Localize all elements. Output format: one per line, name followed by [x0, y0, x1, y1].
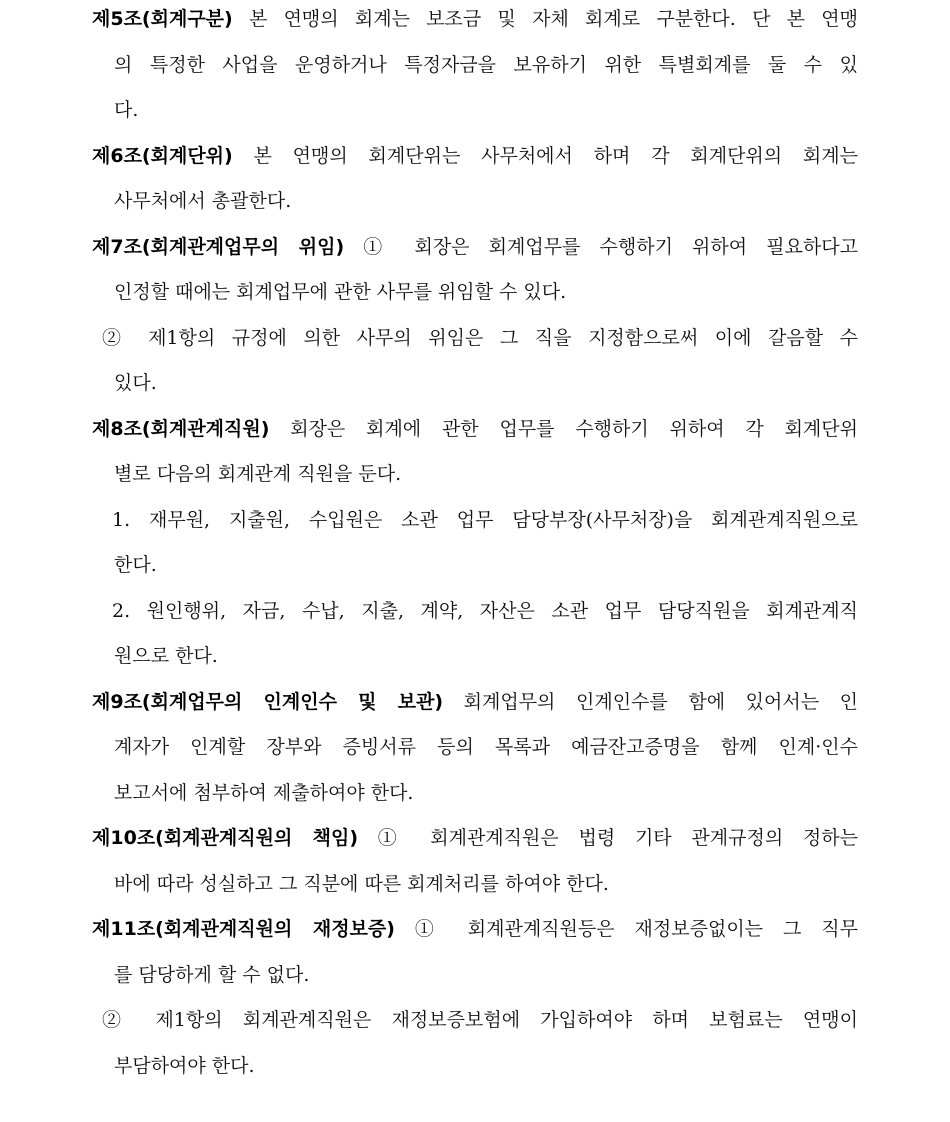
article-7-title: 제7조(회계관계업무의 위임)	[92, 235, 345, 258]
article-8-item-1-line-1: 1. 재무원, 지출원, 수입원은 소관 업무 담당부장(사무처장)을 회계관계직원으로	[112, 508, 858, 531]
article-8-line-2: 별로 다음의 회계관계 직원을 둔다.	[114, 463, 402, 485]
article-8-item-1-line-2: 한다.	[114, 554, 157, 576]
article-8-text-1: 회장은 회계에 관한 업무를 수행하기 위하여 각 회계단위	[269, 417, 858, 440]
article-10-line-2: 바에 따라 성실하고 그 직분에 따른 회계처리를 하여야 한다.	[114, 872, 609, 895]
article-5-text-1: 본 연맹의 회계는 보조금 및 자체 회계로 구분한다. 단 본 연맹	[232, 8, 858, 30]
article-7-clause-2-line-1: ② 제1항의 규정에 의한 사무의 위임은 그 직을 지정함으로써 이에 갈음할 수	[102, 326, 858, 349]
article-8-item-2-line-1: 2. 원인행위, 자금, 수납, 지출, 계약, 자산은 소관 업무 담당직원을 회계관계직	[112, 599, 858, 622]
article-8-item-2-line-2: 원으로 한다.	[114, 645, 218, 667]
article-11-clause-2-line-1: ② 제1항의 회계관계직원은 재정보증보험에 가입하여야 하며 보험료는 연맹이	[102, 1009, 858, 1031]
article-9-text-1: 회계업무의 인계인수를 함에 있어서는 인	[443, 690, 858, 713]
article-10-text-1: ① 회계관계직원은 법령 기타 관계규정의 정하는	[358, 827, 858, 849]
article-11-clause-2-line-2: 부담하여야 한다.	[114, 1054, 255, 1077]
article-5-title: 제5조(회계구분)	[92, 8, 233, 30]
article-8-title: 제8조(회계관계직원)	[92, 417, 270, 440]
article-7-clause-2-line-2: 있다.	[114, 372, 157, 394]
article-6-text-1: 본 연맹의 회계단위는 사무처에서 하며 각 회계단위의 회계는	[232, 144, 858, 167]
article-6-line-1	[92, 134, 858, 180]
article-9-title: 제9조(회계업무의 인계인수 및 보관)	[92, 690, 444, 713]
article-6-title: 제6조(회계단위)	[92, 144, 233, 167]
article-7-line-1	[92, 225, 858, 271]
article-10-title: 제10조(회계관계직원의 책임)	[92, 827, 359, 849]
article-9-line-2: 계자가 인계할 장부와 증빙서류 등의 목록과 예금잔고증명을 함께 인계·인수	[114, 736, 858, 758]
article-5-line-2: 의 특정한 사업을 운영하거나 특정자금을 보유하기 위한 특별회계를 둘 수 있	[114, 53, 858, 76]
article-9-line-3: 보고서에 첨부하여 제출하여야 한다.	[114, 781, 414, 804]
article-5-line-1	[92, 0, 858, 43]
article-11-line-2: 를 담당하게 할 수 없다.	[114, 963, 310, 986]
article-10-line-1	[92, 816, 858, 862]
article-5-line-3: 다.	[114, 99, 139, 121]
article-6-line-2: 사무처에서 총괄한다.	[114, 190, 292, 212]
article-11-title: 제11조(회계관계직원의 재정보증)	[92, 918, 395, 940]
article-8-line-1	[92, 407, 858, 453]
article-7-text-1: ① 회장은 회계업무를 수행하기 위하여 필요하다고	[344, 235, 858, 258]
article-11-line-1	[92, 907, 858, 953]
article-9-line-1	[92, 680, 858, 726]
article-7-line-2: 인정할 때에는 회계업무에 관한 사무를 위임할 수 있다.	[114, 281, 567, 303]
article-11-text-1: ① 회계관계직원등은 재정보증없이는 그 직무	[394, 918, 858, 940]
